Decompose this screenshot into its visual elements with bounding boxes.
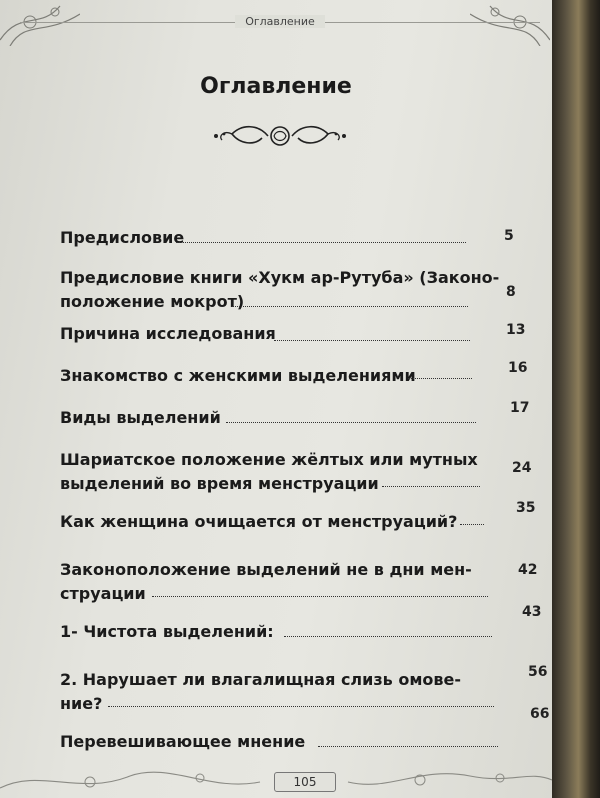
dot-leader xyxy=(318,746,498,747)
toc-page-number: 42 xyxy=(518,562,538,578)
toc-entry[interactable] xyxy=(60,668,540,716)
toc-entry-title: Предисловие книги «Хукм ар-Рутуба» (Законо- xyxy=(60,268,500,287)
toc-entry-title: Знакомство с женскими выделениями xyxy=(60,366,416,385)
dot-leader xyxy=(274,340,470,341)
dot-leader xyxy=(460,524,484,525)
dot-leader xyxy=(232,306,468,307)
toc-entry-title: Предисловие xyxy=(60,228,185,247)
dot-leader xyxy=(408,378,472,379)
page-footer xyxy=(0,762,552,798)
dot-leader xyxy=(176,242,466,243)
toc-entry-title-continued: струации xyxy=(60,584,146,603)
toc-page-number: 13 xyxy=(506,322,526,338)
toc-entry-title: Причина исследования xyxy=(60,324,276,343)
toc-entry[interactable] xyxy=(60,226,540,250)
toc-entry[interactable] xyxy=(60,510,540,534)
toc-page-number: 24 xyxy=(512,460,532,476)
toc-entry[interactable] xyxy=(60,558,540,606)
dot-leader xyxy=(152,596,488,597)
toc-page-number: 66 xyxy=(530,706,550,722)
toc-page-number: 35 xyxy=(516,500,536,516)
toc-entry-title-continued: ние? xyxy=(60,694,103,713)
page-number: 105 xyxy=(274,772,336,792)
toc-entry[interactable] xyxy=(60,364,540,388)
toc-page-number: 5 xyxy=(504,228,514,244)
toc-entry-title: Шариатское положение жёлтых или мутных xyxy=(60,450,478,469)
toc-page-number: 17 xyxy=(510,400,530,416)
dot-leader xyxy=(382,486,480,487)
toc-entry[interactable] xyxy=(60,730,540,754)
toc-entry[interactable] xyxy=(60,322,540,346)
toc-entry-title-continued: выделений во время менструации xyxy=(60,474,379,493)
toc-entry-title: 1- Чистота выделений: xyxy=(60,622,274,641)
running-head xyxy=(20,10,540,34)
toc-entry[interactable] xyxy=(60,448,540,496)
toc-page-number: 43 xyxy=(522,604,542,620)
toc-entry[interactable] xyxy=(60,620,540,644)
toc-entry-title: Как женщина очищается от менструаций? xyxy=(60,512,458,531)
flourish-ornament-icon xyxy=(210,116,350,156)
dot-leader xyxy=(108,706,494,707)
toc-page-number: 8 xyxy=(506,284,516,300)
toc-entry-title-continued: положение мокрот) xyxy=(60,292,245,311)
toc-entry[interactable] xyxy=(60,406,540,430)
toc-entry-title: 2. Нарушает ли влагалищная слизь омове- xyxy=(60,670,462,689)
page-title: Оглавление xyxy=(200,74,352,99)
dot-leader xyxy=(284,636,492,637)
running-head-title: Оглавление xyxy=(235,15,325,28)
toc-entry-title: Виды выделений xyxy=(60,408,221,427)
book-page-edge xyxy=(552,0,600,798)
toc-entry-title: Законоположение выделений не в дни мен- xyxy=(60,560,472,579)
toc-entry-title: Перевешивающее мнение xyxy=(60,732,306,751)
toc-page-number: 56 xyxy=(528,664,548,680)
toc-page-number: 16 xyxy=(508,360,528,376)
dot-leader xyxy=(226,422,476,423)
